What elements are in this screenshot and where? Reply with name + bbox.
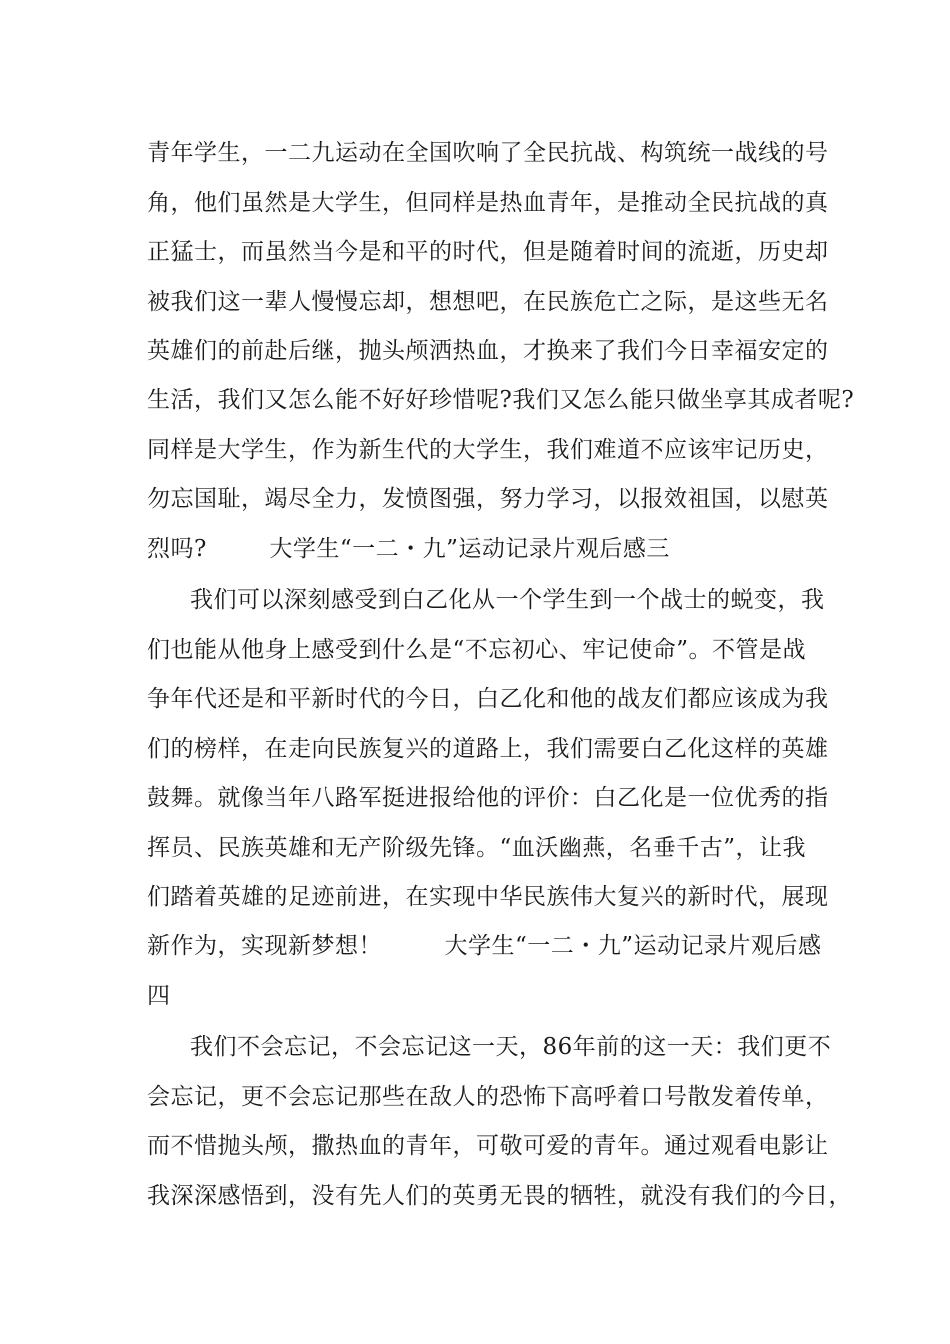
text-line: 们踏着英雄的足迹前进，在实现中华民族伟大复兴的新时代，展现 (147, 884, 829, 910)
text-line: 正猛士，而虽然当今是和平的时代，但是随着时间的流逝，历史却 (147, 239, 829, 265)
text-line: 角，他们虽然是大学生，但同样是热血青年，是推动全民抗战的真 (147, 190, 829, 216)
text-line: 英雄们的前赴后继，抛头颅洒热血，才换来了我们今日幸福安定的 (147, 338, 829, 364)
text-line: 我们可以深刻感受到白乙化从一个学生到一个战士的蜕变，我 (190, 587, 825, 613)
text-line: 会忘记，更不会忘记那些在敌人的恐怖下高呼着口号散发着传单， (147, 1084, 829, 1110)
text-line: 们也能从他身上感受到什么是“不忘初心、牢记使命”。不管是战 (147, 637, 807, 663)
text-line: 青年学生，一二九运动在全国吹响了全民抗战、构筑统一战线的号 (147, 140, 829, 166)
text-line: 生活，我们又怎么能不好好珍惜呢?我们又怎么能只做坐享其成者呢? (147, 387, 855, 413)
text-line: 们的榜样，在走向民族复兴的道路上，我们需要白乙化这样的英雄 (147, 736, 829, 762)
text-line: 四 (147, 983, 171, 1009)
text-line: 我们不会忘记，不会忘记这一天，86年前的这一天：我们更不 (190, 1034, 832, 1060)
text-line: 勿忘国耻，竭尽全力，发愤图强，努力学习，以报效祖国，以慰英 (147, 486, 829, 512)
text-line: 被我们这一辈人慢慢忘却，想想吧，在民族危亡之际，是这些无名 (147, 289, 829, 315)
text-line: 而不惜抛头颅，撒热血的青年，可敬可爱的青年。通过观看电影让 (147, 1133, 829, 1159)
text-line: 挥员、民族英雄和无产阶级先锋。“血沃幽燕，名垂千古”，让我 (147, 835, 807, 861)
text-line: 鼓舞。就像当年八路军挺进报给他的评价：白乙化是一位优秀的指 (147, 785, 829, 811)
text-line: 争年代还是和平新时代的今日，白乙化和他的战友们都应该成为我 (147, 686, 829, 712)
text-line: 同样是大学生，作为新生代的大学生，我们难道不应该牢记历史， (147, 437, 829, 463)
text-line: 我深深感悟到，没有先人们的英勇无畏的牺牲，就没有我们的今日， (147, 1183, 852, 1209)
text-line: 新作为，实现新梦想！ 大学生“一二・九”运动记录片观后感 (147, 933, 822, 959)
text-line: 烈吗? 大学生“一二・九”运动记录片观后感三 (147, 536, 670, 562)
